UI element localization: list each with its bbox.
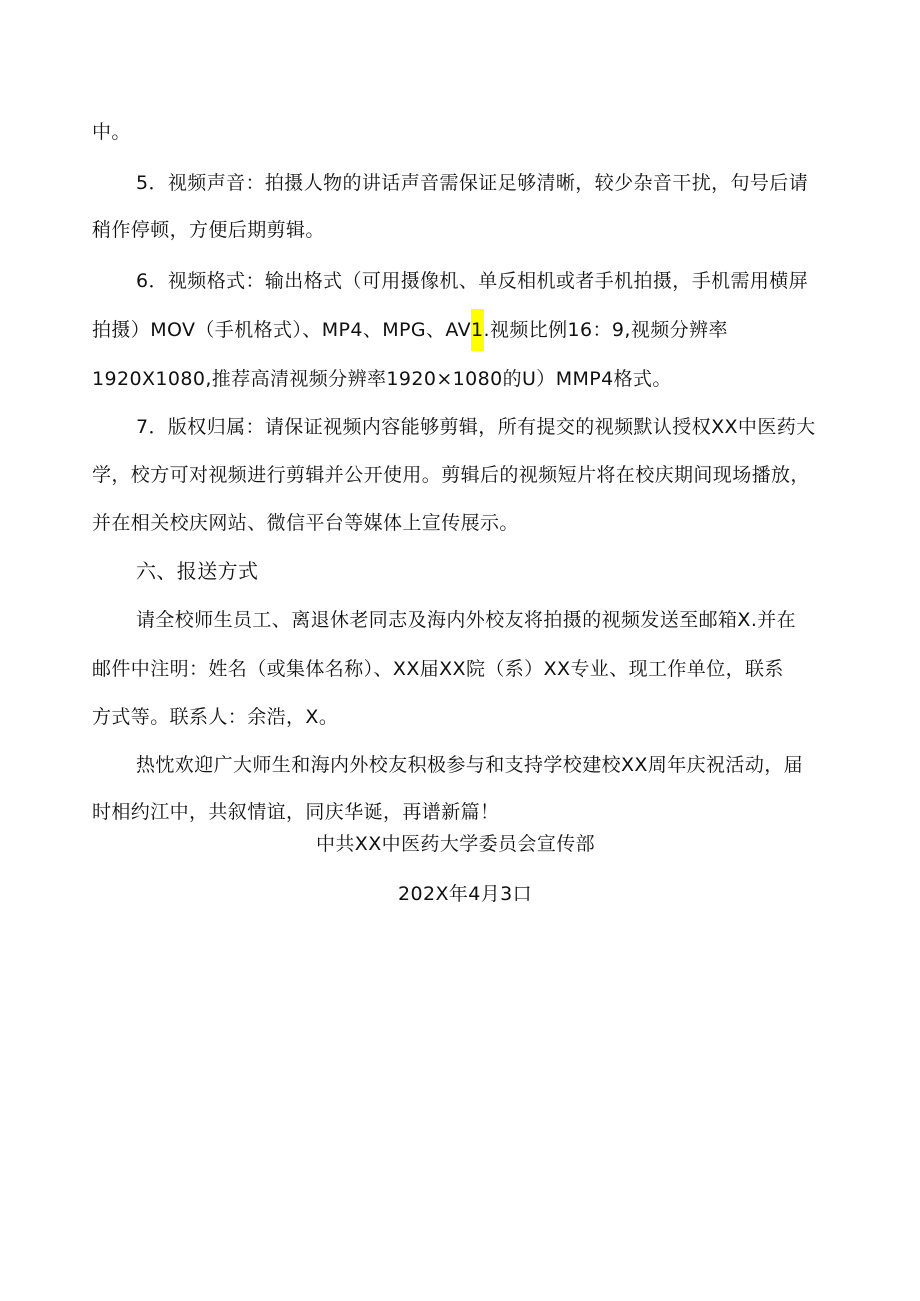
signature-organization: 中共XX中医药大学委员会宣传部: [316, 833, 596, 855]
highlighted-text: 1: [471, 309, 484, 351]
item-6-line-2-after: .视频比例16：9,视频分辨率: [483, 319, 728, 341]
item-7-line-1: 7．版权归属：请保证视频内容能够剪辑，所有提交的视频默认授权XX中医药大: [136, 416, 816, 438]
item-6-line-2-before: 拍摄）MOV（手机格式）、MP4、MPG、AV: [92, 319, 472, 341]
item-6-line-1: 6．视频格式：输出格式（可用摄像机、单反相机或者手机拍摄，手机需用横屏: [136, 270, 809, 292]
item-6-line-3: 1920X1080,推荐高清视频分辨率1920×1080的U）MMP4格式。: [92, 368, 672, 390]
section-para-1-line-2: 邮件中注明：姓名（或集体名称）、XX届XX院（系）XX专业、现工作单位，联系: [92, 658, 784, 680]
signature-date: 202X年4月3口: [398, 883, 533, 905]
item-5-line-2: 稍作停顿，方便后期剪辑。: [92, 219, 325, 241]
item-7-line-2: 学，校方可对视频进行剪辑并公开使用。剪辑后的视频短片将在校庆期间现场播放，: [92, 464, 810, 486]
item-5-line-1: 5．视频声音：拍摄人物的讲话声音需保证足够清晰，较少杂音干扰，句号后请: [136, 172, 809, 194]
section-para-1-line-1: 请全校师生员工、离退休老同志及海内外校友将拍摄的视频发送至邮箱X.并在: [136, 609, 797, 631]
item-6-line-2: [92, 317, 728, 343]
item-7-line-3: 并在相关校庆网站、微信平台等媒体上宣传展示。: [92, 512, 519, 534]
section-para-1-line-3: 方式等。联系人：余浩，X。: [92, 706, 339, 728]
continued-line: 中。: [92, 121, 131, 143]
section-para-2-line-1: 热忱欢迎广大师生和海内外校友积极参与和支持学校建校XX周年庆祝活动，届: [136, 754, 804, 776]
section-para-2-line-2: 时相约江中，共叙情谊，同庆华诞，再谱新篇！: [92, 801, 500, 823]
section-heading: 六、报送方式: [136, 559, 259, 583]
